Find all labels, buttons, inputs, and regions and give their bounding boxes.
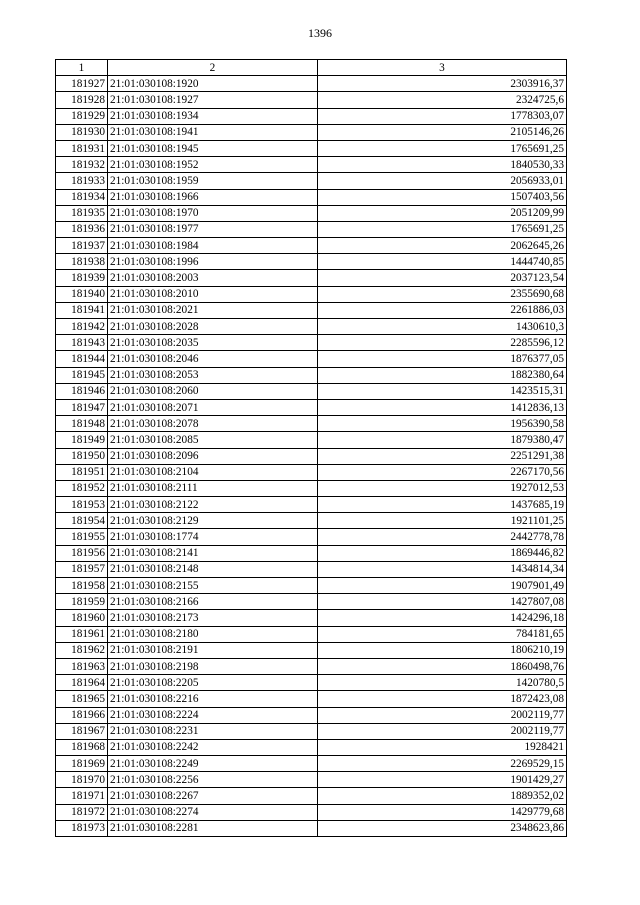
cadastral-number-cell: 21:01:030108:2180 [108, 626, 318, 642]
row-number-cell: 181969 [56, 756, 108, 772]
column-header-2: 2 [108, 60, 318, 76]
cadastral-number-cell: 21:01:030108:2021 [108, 302, 318, 318]
cadastral-number-cell: 21:01:030108:2003 [108, 270, 318, 286]
table-row [56, 723, 567, 739]
table-row [56, 756, 567, 772]
cadastral-number-cell: 21:01:030108:1977 [108, 221, 318, 237]
value-cell: 1928421 [318, 739, 567, 755]
table-row [56, 432, 567, 448]
value-cell: 2002119,77 [318, 723, 567, 739]
table-row [56, 367, 567, 383]
cadastral-number-cell: 21:01:030108:2104 [108, 464, 318, 480]
cadastral-number-cell: 21:01:030108:2060 [108, 383, 318, 399]
cadastral-number-cell: 21:01:030108:2231 [108, 723, 318, 739]
table-row [56, 76, 567, 92]
row-number-cell: 181940 [56, 286, 108, 302]
table-row [56, 480, 567, 496]
row-number-cell: 181951 [56, 464, 108, 480]
cadastral-number-cell: 21:01:030108:2071 [108, 399, 318, 415]
table-row [56, 464, 567, 480]
row-number-cell: 181944 [56, 351, 108, 367]
cadastral-number-cell: 21:01:030108:2111 [108, 480, 318, 496]
table-row [56, 529, 567, 545]
table-row [56, 642, 567, 658]
cadastral-number-cell: 21:01:030108:2010 [108, 286, 318, 302]
row-number-cell: 181932 [56, 157, 108, 173]
row-number-cell: 181965 [56, 691, 108, 707]
cadastral-number-cell: 21:01:030108:1996 [108, 254, 318, 270]
table-row [56, 448, 567, 464]
column-header-3: 3 [318, 60, 567, 76]
value-cell: 2037123,54 [318, 270, 567, 286]
row-number-cell: 181936 [56, 221, 108, 237]
value-cell: 2303916,37 [318, 76, 567, 92]
table-row [56, 140, 567, 156]
row-number-cell: 181955 [56, 529, 108, 545]
value-cell: 2002119,77 [318, 707, 567, 723]
value-cell: 2442778,78 [318, 529, 567, 545]
table-row [56, 383, 567, 399]
row-number-cell: 181946 [56, 383, 108, 399]
column-header-1: 1 [56, 60, 108, 76]
row-number-cell: 181954 [56, 513, 108, 529]
cadastral-number-cell: 21:01:030108:2267 [108, 788, 318, 804]
row-number-cell: 181962 [56, 642, 108, 658]
row-number-cell: 181966 [56, 707, 108, 723]
row-number-cell: 181958 [56, 578, 108, 594]
cadastral-number-cell: 21:01:030108:2274 [108, 804, 318, 820]
cadastral-number-cell: 21:01:030108:1970 [108, 205, 318, 221]
table-row [56, 92, 567, 108]
value-cell: 1429779,68 [318, 804, 567, 820]
value-cell: 1840530,33 [318, 157, 567, 173]
value-cell: 2324725,6 [318, 92, 567, 108]
cadastral-number-cell: 21:01:030108:2205 [108, 675, 318, 691]
value-cell: 1778303,07 [318, 108, 567, 124]
cadastral-number-cell: 21:01:030108:2141 [108, 545, 318, 561]
cadastral-number-cell: 21:01:030108:2096 [108, 448, 318, 464]
table-row [56, 561, 567, 577]
value-cell: 2056933,01 [318, 173, 567, 189]
table-row [56, 205, 567, 221]
row-number-cell: 181959 [56, 594, 108, 610]
row-number-cell: 181930 [56, 124, 108, 140]
value-cell: 1420780,5 [318, 675, 567, 691]
row-number-cell: 181963 [56, 658, 108, 674]
cadastral-number-cell: 21:01:030108:1941 [108, 124, 318, 140]
value-cell: 1507403,56 [318, 189, 567, 205]
cadastral-number-cell: 21:01:030108:1952 [108, 157, 318, 173]
cadastral-number-cell: 21:01:030108:1959 [108, 173, 318, 189]
table-row [56, 707, 567, 723]
table-row [56, 513, 567, 529]
value-cell: 1424296,18 [318, 610, 567, 626]
table-row [56, 772, 567, 788]
value-cell: 1921101,25 [318, 513, 567, 529]
header-row [56, 60, 567, 76]
cadastral-number-cell: 21:01:030108:1966 [108, 189, 318, 205]
cadastral-number-cell: 21:01:030108:2046 [108, 351, 318, 367]
row-number-cell: 181933 [56, 173, 108, 189]
value-cell: 1423515,31 [318, 383, 567, 399]
value-cell: 2051209,99 [318, 205, 567, 221]
row-number-cell: 181960 [56, 610, 108, 626]
cadastral-number-cell: 21:01:030108:2028 [108, 319, 318, 335]
value-cell: 1806210,19 [318, 642, 567, 658]
row-number-cell: 181968 [56, 739, 108, 755]
value-cell: 1444740,85 [318, 254, 567, 270]
value-cell: 1860498,76 [318, 658, 567, 674]
row-number-cell: 181931 [56, 140, 108, 156]
cadastral-number-cell: 21:01:030108:2256 [108, 772, 318, 788]
value-cell: 784181,65 [318, 626, 567, 642]
row-number-cell: 181970 [56, 772, 108, 788]
cadastral-number-cell: 21:01:030108:2198 [108, 658, 318, 674]
value-cell: 1879380,47 [318, 432, 567, 448]
value-cell: 1907901,49 [318, 578, 567, 594]
row-number-cell: 181949 [56, 432, 108, 448]
cadastral-number-cell: 21:01:030108:1984 [108, 238, 318, 254]
row-number-cell: 181935 [56, 205, 108, 221]
cadastral-number-cell: 21:01:030108:2053 [108, 367, 318, 383]
row-number-cell: 181964 [56, 675, 108, 691]
row-number-cell: 181938 [56, 254, 108, 270]
page-number: 1396 [308, 26, 332, 40]
table-header [56, 60, 567, 76]
cadastral-number-cell: 21:01:030108:2129 [108, 513, 318, 529]
registry-table [55, 59, 567, 837]
row-number-cell: 181945 [56, 367, 108, 383]
cadastral-number-cell: 21:01:030108:1927 [108, 92, 318, 108]
table-row [56, 108, 567, 124]
row-number-cell: 181947 [56, 399, 108, 415]
value-cell: 1956390,58 [318, 416, 567, 432]
cadastral-number-cell: 21:01:030108:2224 [108, 707, 318, 723]
row-number-cell: 181967 [56, 723, 108, 739]
table-row [56, 497, 567, 513]
value-cell: 2348623,86 [318, 820, 567, 836]
value-cell: 1765691,25 [318, 221, 567, 237]
table-row [56, 416, 567, 432]
table-row [56, 173, 567, 189]
row-number-cell: 181972 [56, 804, 108, 820]
table-row [56, 675, 567, 691]
row-number-cell: 181942 [56, 319, 108, 335]
table-row [56, 804, 567, 820]
row-number-cell: 181950 [56, 448, 108, 464]
value-cell: 2355690,68 [318, 286, 567, 302]
table-row [56, 545, 567, 561]
row-number-cell: 181953 [56, 497, 108, 513]
value-cell: 2269529,15 [318, 756, 567, 772]
row-number-cell: 181973 [56, 820, 108, 836]
value-cell: 1927012,53 [318, 480, 567, 496]
table-row [56, 319, 567, 335]
table-row [56, 157, 567, 173]
value-cell: 2251291,38 [318, 448, 567, 464]
cadastral-number-cell: 21:01:030108:2249 [108, 756, 318, 772]
row-number-cell: 181957 [56, 561, 108, 577]
row-number-cell: 181934 [56, 189, 108, 205]
row-number-cell: 181961 [56, 626, 108, 642]
value-cell: 1872423,08 [318, 691, 567, 707]
value-cell: 1430610,3 [318, 319, 567, 335]
row-number-cell: 181929 [56, 108, 108, 124]
table-row [56, 302, 567, 318]
cadastral-number-cell: 21:01:030108:1945 [108, 140, 318, 156]
cadastral-number-cell: 21:01:030108:2216 [108, 691, 318, 707]
table-row [56, 658, 567, 674]
value-cell: 1882380,64 [318, 367, 567, 383]
row-number-cell: 181956 [56, 545, 108, 561]
table-row [56, 578, 567, 594]
table-row [56, 335, 567, 351]
value-cell: 1901429,27 [318, 772, 567, 788]
row-number-cell: 181937 [56, 238, 108, 254]
table-row [56, 399, 567, 415]
cadastral-number-cell: 21:01:030108:1920 [108, 76, 318, 92]
table-row [56, 820, 567, 836]
table-row [56, 221, 567, 237]
row-number-cell: 181939 [56, 270, 108, 286]
value-cell: 2267170,56 [318, 464, 567, 480]
table-row [56, 594, 567, 610]
table-row [56, 286, 567, 302]
value-cell: 1412836,13 [318, 399, 567, 415]
table-body [56, 76, 567, 837]
table-row [56, 610, 567, 626]
value-cell: 2285596,12 [318, 335, 567, 351]
cadastral-number-cell: 21:01:030108:2281 [108, 820, 318, 836]
table-row [56, 739, 567, 755]
row-number-cell: 181948 [56, 416, 108, 432]
cadastral-number-cell: 21:01:030108:2173 [108, 610, 318, 626]
cadastral-number-cell: 21:01:030108:1934 [108, 108, 318, 124]
value-cell: 1434814,34 [318, 561, 567, 577]
row-number-cell: 181928 [56, 92, 108, 108]
row-number-cell: 181971 [56, 788, 108, 804]
table-row [56, 788, 567, 804]
cadastral-number-cell: 21:01:030108:2035 [108, 335, 318, 351]
value-cell: 2261886,03 [318, 302, 567, 318]
cadastral-number-cell: 21:01:030108:2166 [108, 594, 318, 610]
row-number-cell: 181941 [56, 302, 108, 318]
table-row [56, 254, 567, 270]
value-cell: 1869446,82 [318, 545, 567, 561]
value-cell: 1876377,05 [318, 351, 567, 367]
cadastral-number-cell: 21:01:030108:2085 [108, 432, 318, 448]
cadastral-number-cell: 21:01:030108:2078 [108, 416, 318, 432]
cadastral-number-cell: 21:01:030108:2122 [108, 497, 318, 513]
value-cell: 1427807,08 [318, 594, 567, 610]
row-number-cell: 181927 [56, 76, 108, 92]
value-cell: 1889352,02 [318, 788, 567, 804]
cadastral-number-cell: 21:01:030108:2155 [108, 578, 318, 594]
table-row [56, 626, 567, 642]
row-number-cell: 181952 [56, 480, 108, 496]
value-cell: 1765691,25 [318, 140, 567, 156]
table-row [56, 351, 567, 367]
cadastral-number-cell: 21:01:030108:2242 [108, 739, 318, 755]
cadastral-number-cell: 21:01:030108:1774 [108, 529, 318, 545]
row-number-cell: 181943 [56, 335, 108, 351]
table-row [56, 124, 567, 140]
table-row [56, 691, 567, 707]
cadastral-number-cell: 21:01:030108:2191 [108, 642, 318, 658]
value-cell: 2105146,26 [318, 124, 567, 140]
table-row [56, 270, 567, 286]
value-cell: 1437685,19 [318, 497, 567, 513]
cadastral-number-cell: 21:01:030108:2148 [108, 561, 318, 577]
table-row [56, 238, 567, 254]
table-row [56, 189, 567, 205]
value-cell: 2062645,26 [318, 238, 567, 254]
